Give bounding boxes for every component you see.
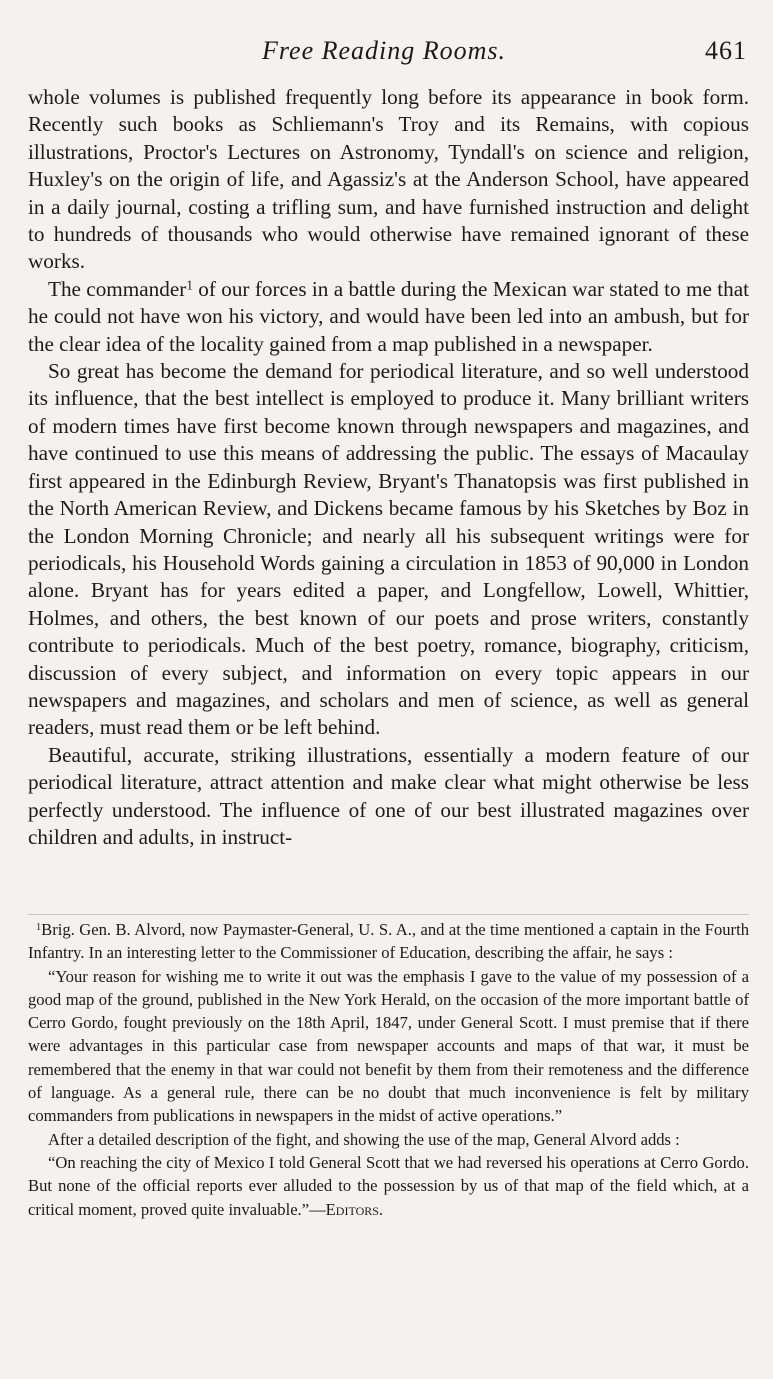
footnote-mark: 1 [36,921,42,933]
paragraph-commander [28,276,749,358]
paragraph-continued: whole volumes is published frequently long before its appearance in book form. Recently such books as Schliemann's Troy and its Remains, with copious illustrations, Proctor's Lectures on Astronomy, Tyndall's on science and religion, Huxley's on the origin of life, and Agassiz's at the Anderson School, have appeared in a daily journal, costing a trifling sum, and have furnished instruction and delight to hundreds of thousands who would otherwise have remained ignorant of these works. [28,85,749,274]
running-title: Free Reading Rooms. [262,36,507,65]
editors-signature: Editors. [325,1199,384,1219]
footnote-reference-mark: 1 [186,277,193,293]
paragraph-commander-start: The commander [48,276,187,301]
page-number: 461 [705,36,747,65]
footnote-quote-2 [28,1151,749,1221]
footnote-quote-1: “Your reason for wishing me to write it out was the emphasis I gave to the value of my possession of a good map of the ground, published in the New York Herald, on the occasion of the more important battle of Cerro Gordo, fought previously on the 18th April, 1847, under General Scott. I must premise that if there were advantages in this particular case from newspaper accounts and maps of that war, it must be remembered that the enemy in that war could not benefit by them from their remoteness and the difference of language. As a general rule, there can be no doubt that much inconvenience is felt by military commanders from publications in newspapers in the midst of active operations.” [28,966,749,1126]
footnote-quote-2-text: “On reaching the city of Mexico I told General Scott that we had reversed his operations at Cerro Gordo. But none of the official reports ever alluded to the possession by us of that map of the field which, at a critical moment, proved quite invaluable.”— [28,1152,749,1219]
paragraph-periodical-literature: So great has become the demand for periodical literature, and so well understood its influence, that the best intellect is employed to produce it. Many brilliant writers of modern times have first become known through newspapers and magazines, and have continued to use this means of addressing the public. The essays of Macaulay first appeared in the Edinburgh Review, Bryant's Thanatopsis was first published in the North American Review, and Dickens became famous by his Sketches by Boz in the London Morning Chronicle; and nearly all his subsequent writings were for periodicals, his Household Words gaining a circulation in 1853 of 90,000 in London alone. Bryant has for years edited a paper, and Longfellow, Lowell, Whittier, Holmes, and others, the best known of our poets and prose writers, constantly contribute to periodicals. Much of the best poetry, romance, biography, criticism, discussion of every subject, and information on every topic appears in our newspapers and magazines, and scholars and men of science, as well as general readers, must read them or be left behind. [28,359,749,740]
body-text [28,84,749,851]
paragraph-commander-rest: of our forces in a battle during the Mexican war stated to me that he could not have won his victory, and would have been led into an ambush, but for the clear idea of the locality gained from a map published in a newspaper. [28,276,750,356]
footnote-1-text: Brig. Gen. B. Alvord, now Paymaster-General, U. S. A., and at the time mentioned a captain in the Fourth Infantry. In an interesting letter to the Commissioner of Education, describing the affair, he says : [28,920,749,963]
footnote-1 [28,918,749,965]
footnote-narration: After a detailed description of the fight, and showing the use of the map, General Alvord adds : [48,1129,680,1149]
paragraph-illustrations: Beautiful, accurate, striking illustrations, essentially a modern feature of our periodical literature, attract attention and make clear what might otherwise be less perfectly understood. The influence of one of our best illustrated magazines over children and adults, in instruct- [28,742,749,849]
page-header [0,36,773,76]
footnote-divider [28,914,749,915]
footnotes [28,918,749,1221]
